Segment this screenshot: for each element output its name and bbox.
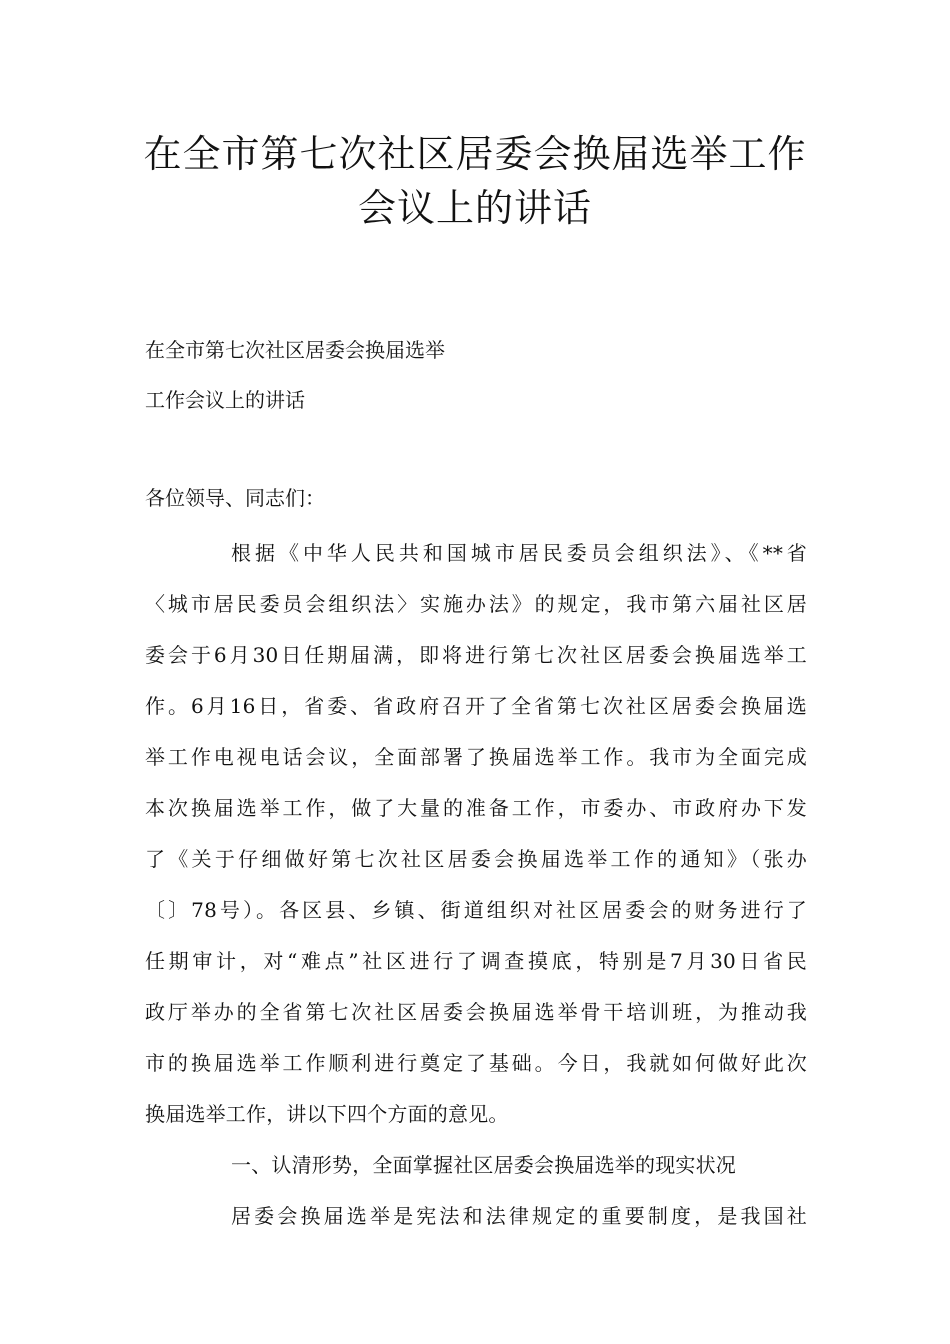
section-1-heading: 一、认清形势，全面掌握社区居委会换届选举的现实状况 <box>231 1153 736 1177</box>
salutation: 各位领导、同志们： <box>145 486 325 510</box>
paragraph-1-line: 了《关于仔细做好第七次社区居委会换届选举工作的通知》（张办 <box>145 847 807 871</box>
document-title-line-1: 在全市第七次社区居委会换届选举工作 <box>143 132 807 176</box>
subtitle-line-1: 在全市第七次社区居委会换届选举 <box>145 338 445 362</box>
paragraph-1-line: 政厅举办的全省第七次社区居委会换届选举骨干培训班，为推动我 <box>145 1000 807 1024</box>
paragraph-1-line: 本次换届选举工作，做了大量的准备工作，市委办、市政府办下发 <box>145 796 807 820</box>
paragraph-1-line: 〈城市居民委员会组织法〉实施办法》的规定，我市第六届社区居 <box>145 592 807 616</box>
paragraph-1-line: 作。6月16日，省委、省政府召开了全省第七次社区居委会换届选 <box>145 694 807 718</box>
paragraph-1-line: 〔〕78号）。各区县、乡镇、街道组织对社区居委会的财务进行了 <box>145 898 807 922</box>
document-title-line-2: 会议上的讲话 <box>357 186 592 230</box>
paragraph-1-line: 根据《中华人民共和国城市居民委员会组织法》、《**省 <box>231 541 807 565</box>
paragraph-1-line: 任期审计，对“难点”社区进行了调查摸底，特别是7月30日省民 <box>145 949 807 973</box>
paragraph-1-line: 换届选举工作，讲以下四个方面的意见。 <box>145 1102 509 1126</box>
paragraph-2-line: 居委会换届选举是宪法和法律规定的重要制度，是我国社 <box>231 1204 807 1228</box>
paragraph-1-line: 市的换届选举工作顺利进行奠定了基础。今日，我就如何做好此次 <box>145 1051 807 1075</box>
paragraph-1-line: 委会于6月30日任期届满，即将进行第七次社区居委会换届选举工 <box>145 643 807 667</box>
subtitle-line-2: 工作会议上的讲话 <box>145 388 305 412</box>
paragraph-1-line: 举工作电视电话会议，全面部署了换届选举工作。我市为全面完成 <box>145 745 807 769</box>
body-text <box>145 528 807 1242</box>
